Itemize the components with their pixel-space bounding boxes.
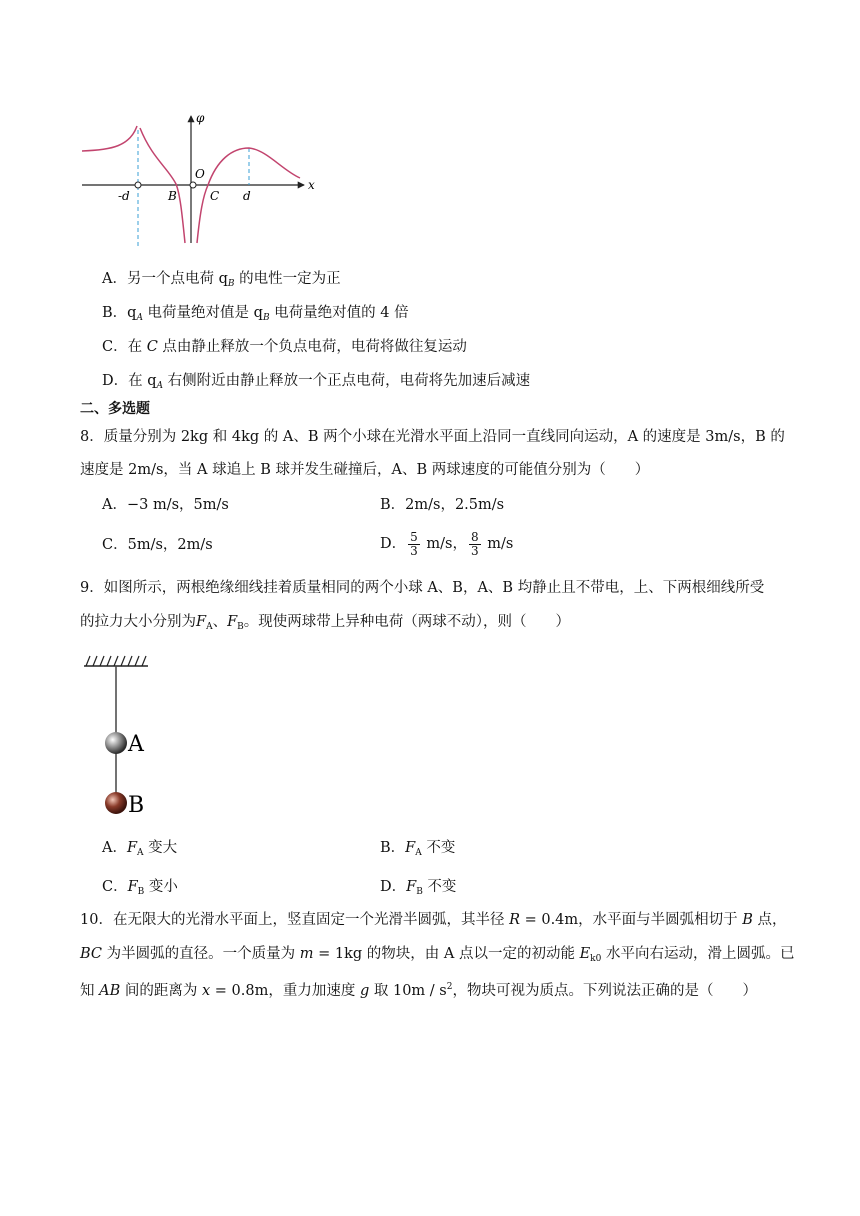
q8-option-b[interactable]: B．2m/s，2.5m/s	[380, 497, 505, 513]
label-O: O	[195, 167, 205, 181]
q7-option-a[interactable]: A．另一个点电荷 $q_B$ 的电性一定为正	[102, 271, 341, 289]
fraction-8-3: $\frac{8}{3}$	[470, 529, 479, 558]
q10-stem-line2: BC 为半圆弧的直径。一个质量为 m = 1kg 的物块，由 A 点以一定的初动能 $E_{k0}$ 水平向右运动，滑上圆弧。已	[80, 946, 795, 964]
section-heading-multi-choice: 二、多选题	[80, 401, 150, 417]
q7-option-c[interactable]: C．在 C 点由静止释放一个负点电荷，电荷将做往复运动	[102, 339, 467, 355]
q9-stem-line2: 的拉力大小分别为$F_A$、$F_B$。现使两球带上异种电荷（两球不动），则（ ）	[80, 614, 570, 632]
q9-stem-line1: 9．如图所示，两根绝缘细线挂着质量相同的两个小球 A、B，A、B 均静止且不带电，上、下两根细线所受	[80, 580, 765, 596]
q8-option-d[interactable]: D． $\frac{5}{3}$ m/s， $\frac{8}{3}$ m/s	[380, 529, 514, 558]
ball-a-label: A	[128, 732, 144, 757]
q8-option-c[interactable]: C．5m/s，2m/s	[102, 537, 213, 553]
label-d: d	[243, 189, 251, 203]
ball-b-label: B	[128, 793, 145, 818]
q8-stem-line2: 速度是 2m/s，当 A 球追上 B 球并发生碰撞后，A、B 两球速度的可能值分别为（ ）	[80, 462, 650, 478]
q10-stem-line3: 知 AB 间的距离为 x = 0.8m，重力加速度 g 取 $10m / s^2$，物块可视为质点。下列说法正确的是（ ）	[80, 982, 757, 999]
q9-option-c[interactable]: C．$F_B$ 变小	[102, 879, 178, 897]
ball-b	[105, 792, 127, 814]
ball-a	[105, 732, 127, 754]
label-B: B	[168, 189, 177, 203]
label-C: C	[210, 189, 220, 203]
q9-option-b[interactable]: B．$F_A$ 不变	[380, 840, 456, 858]
q8-stem-line1: 8．质量分别为 2kg 和 4kg 的 A、B 两个小球在光滑水平面上沿同一直线同向运动，A 的速度是 3m/s，B 的	[80, 429, 785, 445]
q9-option-d[interactable]: D．$F_B$ 不变	[380, 879, 457, 897]
q10-stem-line1: 10．在无限大的光滑水平面上，竖直固定一个光滑半圆弧，其半径 R = 0.4m，水平面与半圆弧相切于 B 点，	[80, 912, 787, 928]
curve-left	[82, 126, 137, 151]
fraction-5-3: $\frac{5}{3}$	[410, 529, 418, 558]
potential-graph	[72, 108, 322, 253]
hanging-balls-figure	[80, 648, 190, 823]
x-axis-label: x	[308, 178, 315, 192]
q7-option-b[interactable]: B．$q_A$ 电荷量绝对值是 $q_B$ 电荷量绝对值的 4 倍	[102, 305, 409, 323]
q7-option-d[interactable]: D．在 $q_A$ 右侧附近由静止释放一个正点电荷，电荷将先加速后减速	[102, 373, 531, 391]
label-minus-d: -d	[118, 189, 130, 203]
q8-option-a[interactable]: A．−3 m/s，5m/s	[102, 497, 229, 513]
q9-option-a[interactable]: A．$F_A$ 变大	[102, 840, 178, 858]
y-axis-label: φ	[196, 111, 205, 125]
